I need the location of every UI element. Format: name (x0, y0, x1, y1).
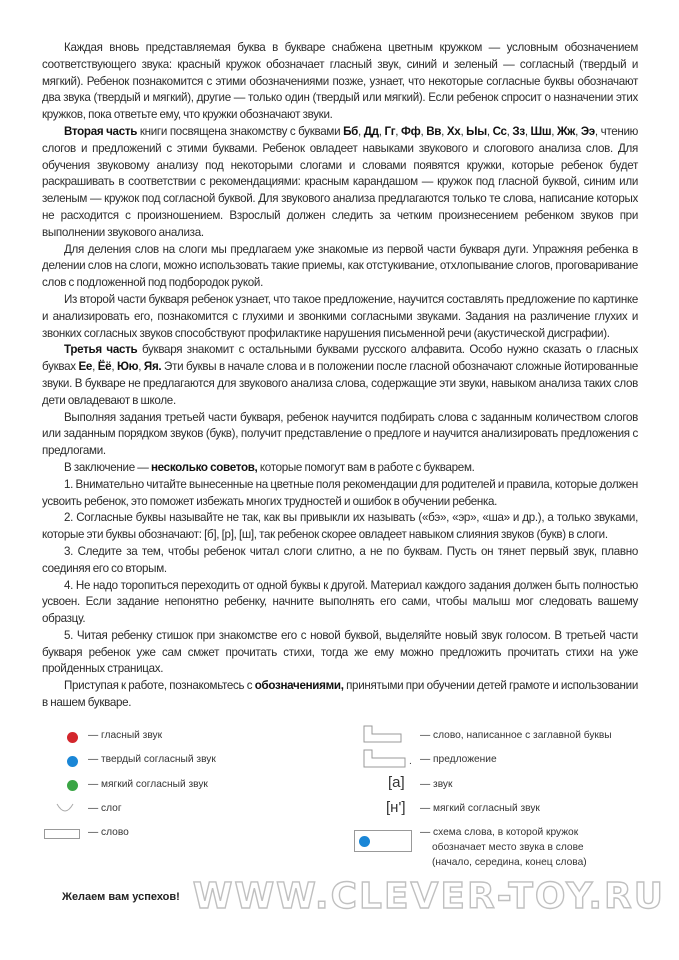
blue-circle-icon (67, 756, 78, 767)
text-segment: , (524, 124, 531, 138)
bold-text: Зз (512, 124, 525, 138)
text-segment: 2. Согласные буквы называйте не так, как вы привыкли их называть («бэ», «эр», «ша» и др.), а только звуками, которые эти буквы обозначают: [б], [р], [ш], так ребенок скорее овладеет навыком слияния звуков (букв) в слоги. (42, 511, 638, 542)
blue-circle-icon (359, 836, 370, 847)
body-text (42, 40, 638, 712)
green-circle-icon (67, 780, 78, 791)
bold-text: Вв (426, 124, 442, 138)
bold-text: Яя. (143, 360, 162, 374)
bold-text: Ыы (466, 124, 487, 138)
capital-word-icon (363, 725, 403, 743)
legend-scheme-3: (начало, середина, конец слова) (432, 856, 587, 868)
legend-capital-word: — слово, написанное с заглавной буквы (420, 729, 612, 741)
text-segment: , (420, 124, 427, 138)
legend-scheme-2: обозначает место звука в слове (432, 841, 584, 853)
text-segment: принятыми при обучении детей грамоте и использовании в нашем букваре. (42, 679, 639, 710)
text-segment: Эти буквы в начале слова и в положении после гласной обозначают сложные йотированные звуки. В букваре не предлагаются для звукового анализа слова, содержащие эти звуки, навыком анализа таких слов дети овладевают в школе. (42, 360, 638, 407)
legend-soft-sound: — мягкий согласный звук (420, 802, 540, 814)
text-segment: 4. Не надо торопиться переходить от одной буквы к другой. Материал каждого задания должен быть полностью усвоен. Если задание непонятно ребенку, начните выполнять его сами, чтобы малыш мог следовать вашему образцу. (42, 578, 638, 626)
paragraph (42, 678, 638, 712)
text-segment: , (357, 124, 364, 138)
text-segment: , (575, 124, 581, 138)
bold-text: Вторая часть (64, 124, 138, 138)
paragraph (42, 410, 638, 460)
text-segment: , (111, 360, 117, 374)
word-rect-icon (44, 829, 80, 839)
paragraph (42, 628, 638, 678)
bold-text: Жж (557, 124, 576, 138)
text-segment: , (486, 124, 493, 138)
bold-text: Ёё (97, 360, 112, 374)
paragraph (42, 578, 638, 628)
closing-text: Желаем вам успехов! (62, 890, 180, 903)
red-circle-icon (67, 732, 78, 743)
text-segment: , (378, 124, 385, 138)
text-segment: В заключение — (64, 460, 151, 474)
paragraph (42, 510, 638, 544)
bold-text: Ээ (580, 124, 595, 138)
paragraph (42, 342, 638, 409)
text-segment: книги посвящена знакомству с буквами (137, 124, 344, 138)
paragraph (42, 477, 638, 511)
text-segment: , (441, 124, 447, 138)
text-segment: Для деления слов на слоги мы предлагаем уже знакомые из первой части букваря дуги. Упражняя ребенка в делении слов на слоги, можно использовать такие приемы, как отстукивание, отхлопывание слогов, проговаривание слов с подложенной под подбородок рукой. (42, 242, 638, 290)
text-segment: букваря знакомит с остальными буквами русского алфавита. Особо нужно сказать о гласных буквах (42, 343, 639, 374)
bold-text: Сс (492, 124, 507, 138)
bold-text: несколько советов, (150, 460, 258, 474)
legend-syllable: — слог (88, 802, 122, 814)
legend-hard-consonant: — твердый согласный звук (88, 753, 216, 765)
bold-text: Юю (116, 360, 139, 374)
legend-sentence: — предложение (420, 753, 497, 765)
text-segment: , (138, 360, 144, 374)
syllable-arc-icon (55, 802, 75, 814)
legend-scheme-1: — схема слова, в которой кружок (420, 826, 579, 838)
paragraph (42, 460, 638, 477)
watermark: WWW.CLEVER-TOY.RU (192, 875, 665, 917)
text-segment: Выполняя задания третьей части букваря, ребенок научится подбирать слова с заданным количеством слогов или заданным порядком звуков (букв), получит представление о предлоге и научится анализировать предложения с предлогами. (42, 410, 638, 458)
bold-text: Ее (78, 360, 93, 374)
text-segment: 5. Читая ребенку стишок при знакомстве его с новой буквой, выделяйте новый звук голосом. В третьей части букваря ребенок уже сам смжет прочитать стихи, тогда же ему можно предложить прочитать стихи на уже пройденных страницах. (42, 628, 638, 676)
text-segment: , (460, 124, 467, 138)
paragraph (42, 124, 638, 242)
text-segment: Каждая вновь представляемая буква в букваре снабжена цветным кружком — условным обозначением соответствующего звука: красный кружок обозначает гласный звук, синий и зеленый — согласный (твердый и мягкий). Ребенок познакомится с этими обозначениями позже, узнает, что некоторые согласные буквы обозначают два звука (твердый и мягкий), другие — только один (твердый или мягкий). Если ребенок спросит о назначении этих кружков, пока ответьте ему, что кружки обозначают звуки. (42, 41, 638, 122)
bold-text: Шш (530, 124, 552, 138)
text-segment: , (395, 124, 402, 138)
paragraph (42, 292, 638, 342)
soft-sound-symbol: [н'] (386, 798, 406, 816)
paragraph (42, 242, 638, 292)
sentence-icon (363, 749, 407, 769)
text-segment: 1. Внимательно читайте вынесенные на цветные поля рекомендации для родителей и правила, которые должен усвоить ребенок, это поможет избежать многих трудностей и ошибок в обучении ребенка. (42, 477, 638, 508)
legend-soft-consonant: — мягкий согласный звук (88, 778, 208, 790)
bold-text: Бб (343, 124, 358, 138)
bold-text: Фф (401, 124, 421, 138)
sentence-dot: . (409, 755, 412, 767)
legend-word: — слово (88, 826, 129, 838)
legend-sound: — звук (420, 778, 453, 790)
legend-vowel: — гласный звук (88, 729, 163, 741)
text-segment: Приступая к работе, познакомьтесь с (64, 679, 255, 693)
text-segment: , (506, 124, 513, 138)
bold-text: Хх (446, 124, 461, 138)
sound-symbol: [а] (388, 773, 405, 791)
bold-text: Дд (363, 124, 379, 138)
paragraph (42, 544, 638, 578)
text-segment: , чтению слогов и предложений с этими буквами. Ребенок овладеет навыками звукового и слогового анализа слов. Для обучения звуковому анализу под некоторыми слогами и словами появятся кружки, которые ребенок будет раскрашивать в соответствии с рекомендациями: красным карандашом — кружок под гласной буквой, синим или зеленым — кружок под согласной буквой. Для звукового анализа предлагаются только те слова, написание которых не расходится с произношением. Взрослый должен следить за четким произнесением ребенком звуков при выполнении звукового анализа. (42, 124, 639, 239)
bold-text: Третья часть (64, 343, 138, 357)
page-footer (0, 875, 679, 919)
paragraph (42, 40, 638, 124)
bold-text: обозначениями, (254, 679, 344, 693)
legend (0, 724, 679, 873)
text-segment: Из второй части букваря ребенок узнает, что такое предложение, научится составлять предложение по картинке и анализировать его, познакомится с глухими и звонкими согласными звуками. Задания на различение глухих и звонких согласных звуков способствуют профилактике нарушения письменной речи (акустической дисграфии). (42, 292, 638, 340)
bold-text: Гг (384, 124, 396, 138)
text-segment: , (551, 124, 557, 138)
text-segment: которые помогут вам в работе с букварем. (257, 460, 475, 474)
text-segment: 3. Следите за тем, чтобы ребенок читал слоги слитно, а не по буквам. Пусть он тянет первый звук, плавно соединяя его со вторым. (42, 544, 638, 575)
text-segment: , (92, 360, 98, 374)
